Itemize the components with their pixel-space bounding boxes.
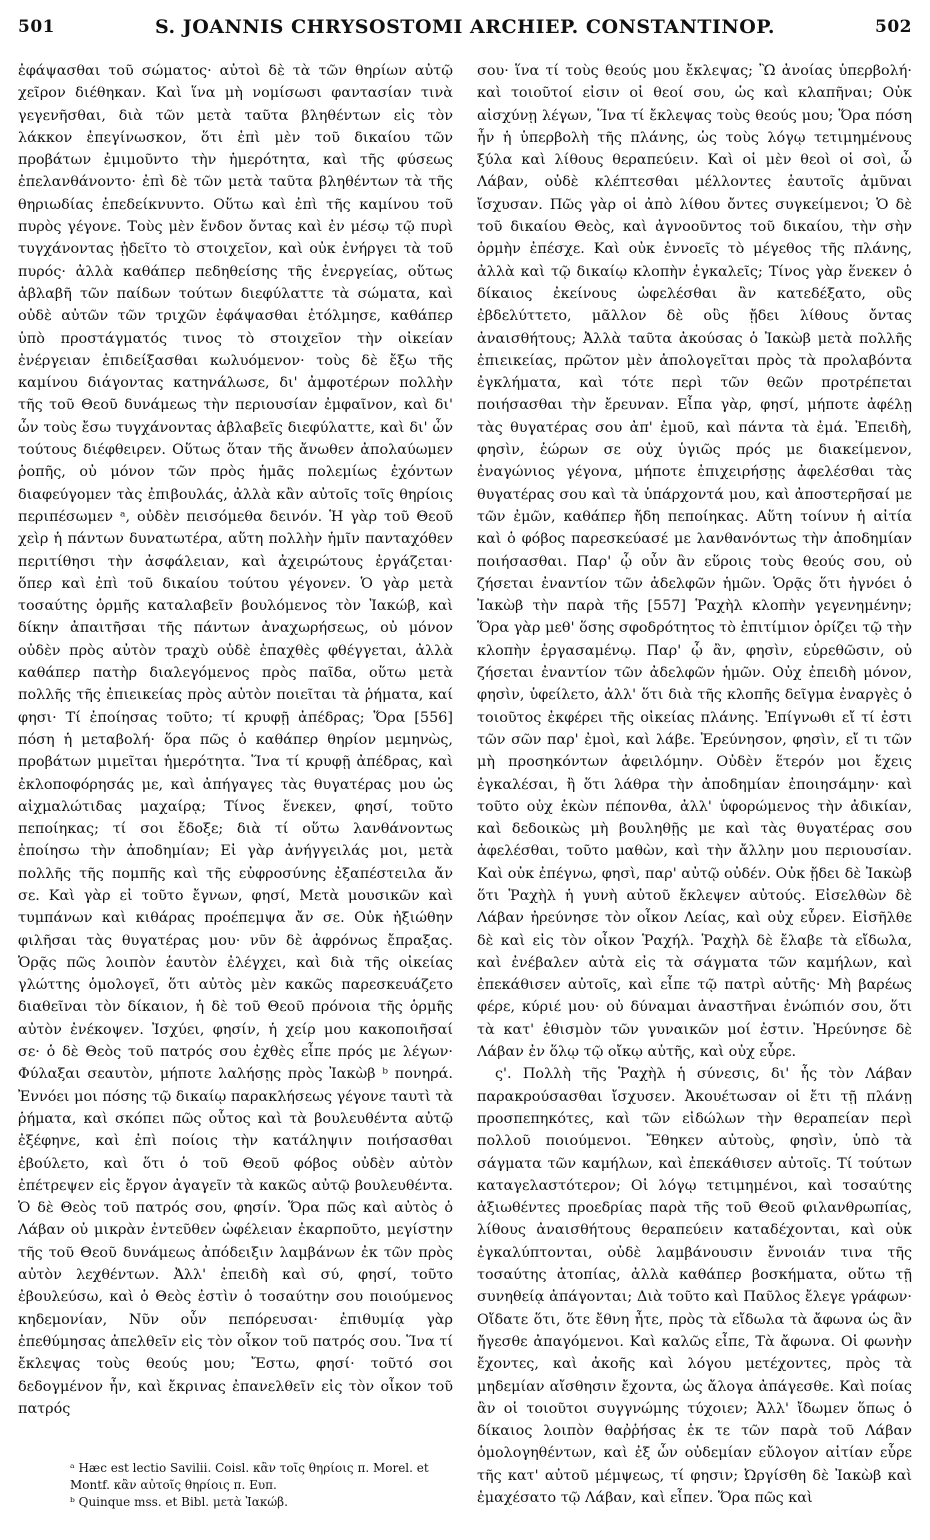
footnote: ᵃ Hæc est lectio Savilii. Coisl. κἂν τοῖς θηρίοις π. Morel. et Montf. κἂν αὐτοῖς θηρίοις π. Ευπ. <box>70 1461 429 1492</box>
footnotes <box>70 1460 450 1511</box>
page-number-left: 501 <box>18 17 55 37</box>
paragraph: ἐφάψασθαι τοῦ σώματος· αὐτοὶ δὲ τὰ τῶν θηρίων αὐτῷ χεῖρον διέθηκαν. Καὶ ἵνα μὴ νομίσωσι φαντασίαν τινὰ γεγενῆσθαι, διὰ τῶν μετὰ ταῦτα βληθέντων εἰς τὸν λάκκον ἐπεγίνωσκον, ὅτι ἐπὶ μὲν τοῦ δικαίου τῶν προβάτων ἐμιμοῦντο τὴν ἡμερότητα, καὶ τῆς φύσεως ἐπελανθάνοντο· ἐπὶ δὲ τῶν μετὰ ταῦτα βληθέντων τὰ τῆς θηριωδίας ἐπεδείκνυντο. Οὕτω καὶ ἐπὶ τῆς καμίνου τοῦ πυρὸς γέγονε. Τοὺς μὲν ἔνδον ὄντας καὶ ἐν μέσῳ τῷ πυρὶ τυγχάνοντας ᾐδεῖτο τὸ στοιχεῖον, καὶ οὐκ ἐνήργει τὰ τοῦ πυρός· ἀλλὰ καθάπερ πεδηθείσης τῆς ἐνεργείας, οὕτως ἀβλαβῆ τῶν παίδων τούτων διεφύλαττε τὰ σώματα, καὶ οὐδὲ αὐτῶν τῶν τριχῶν ἐφάψασθαι ἐτόλμησε, καθάπερ ὑπὸ προστάγματός τινος τὸ στοιχεῖον τὴν οἰκείαν ἐνέργειαν ἐπιδείξασθαι κωλυόμενον· τοὺς δὲ ἔξω τῆς καμίνου διάγοντας κατηνάλωσε, δι' ἀμφοτέρων πολλὴν τῆς τοῦ Θεοῦ δυνάμεως τὴν περιουσίαν ἐμφαῖνον, καὶ δι' ὧν τοὺς ἔσω τυγχάνοντας ἀβλαβεῖς διεφύλαττε, καὶ δι' ὧν τούτους διέφθειρεν. Οὕτως ὅταν τῆς ἄνωθεν ἀπολαύωμεν ῥοπῆς, οὐ μόνον τῶν πρὸς ἡμᾶς πολεμίως ἐχόντων διαφεύγομεν τὰς ἐπιβουλάς, ἀλλὰ κἂν αὐτοῖς τοῖς θηρίοις περιπέσωμεν ᵃ, οὐδὲν πεισόμεθα δεινόν. Ἡ γὰρ τοῦ Θεοῦ χεὶρ ἡ πάντων δυνατωτέρα, αὕτη πολλὴν ἡμῖν πανταχόθεν περιτίθησι τὴν ἀσφάλειαν, καὶ ἀχειρώτους ἐργάζεται· ὅπερ καὶ ἐπὶ τοῦ δικαίου τούτου γέγονεν. Ὁ γὰρ μετὰ τοσαύτης ὁρμῆς καταλαβεῖν βουλόμενος τὸν Ἰακώβ, καὶ δίκην ἀπαιτῆσαι τῆς πάντων ἀναχωρήσεως, οὐ μόνον οὐδὲν πρὸς αὐτὸν τραχὺ οὐδὲ ἐπαχθὲς φθέγγεται, ἀλλὰ καθάπερ πατὴρ διαλεγόμενος πρὸς παῖδα, οὕτω μετὰ πολλῆς τῆς ἐπιεικείας πρὸς αὐτὸν ποιεῖται τὰ ῥήματα, καί φησι· Τί ἐποίησας τοῦτο; τί κρυφῇ ἀπέδρας; Ὅρα [556] πόση ἡ μεταβολή· ὅρα πῶς ὁ καθάπερ θηρίον μεμηνὼς, προβάτων μιμεῖται ἡμερότητα. Ἵνα τί κρυφῇ ἀπέδρας, καὶ ἐκλοποφόρησάς με, καὶ ἀπήγαγες τὰς θυγατέρας μου ὡς αἰχμαλώτιδας μαχαίρᾳ; Τίνος ἕνεκεν, φησί, τοῦτο πεποίηκας; τί σοι ἔδοξε; διὰ τί οὕτω λανθάνοντως ἐποίησω τὴν ἀποδημίαν; Εἰ γὰρ ἀνήγγειλάς μοι, μετὰ πολλῆς τῆς πομπῆς καὶ τῆς εὐφροσύνης ἐξαπέστειλα ἄν σε. Καὶ γὰρ εἰ τοῦτο ἔγνων, φησί, Μετὰ μουσικῶν καὶ τυμπάνων καὶ κιθάρας προέπεμψα ἄν σε. Οὐκ ἠξιώθην φιλῆσαι τὰς θυγατέρας μου· νῦν δὲ ἀφρόνως ἔπραξας. Ὁρᾷς πῶς λοιπὸν ἑαυτὸν ἐλέγχει, καὶ διὰ τῆς οἰκείας γλώττης ὁμολογεῖ, ὅτι αὐτὸς μὲν κακῶς παρεσκευάζετο διαθεῖναι τὸν δίκαιον, ἡ δὲ τοῦ Θεοῦ πρόνοια τῆς ὁρμῆς αὐτὸν ἐνέκοψεν. Ἰσχύει, φησίν, ἡ χείρ μου κακοποιῆσαί σε· ὁ δὲ Θεὸς τοῦ πατρός σου ἐχθὲς εἶπε πρός με λέγων· Φύλαξαι σεαυτὸν, μήποτε λαλήσῃς πρὸς Ἰακὼβ ᵇ πονηρά. Ἐννόει μοι πόσης τῷ δικαίῳ παρακλήσεως γέγονε ταυτὶ τὰ ῥήματα, καὶ σκόπει πῶς οὗτος καὶ τὰ βουλευθέντα αὐτῷ ἐξέφηνε, καὶ ἐπὶ ποίοις τὴν κατάληψιν ποιήσασθαι ἐβούλετο, καὶ ὅτι ὁ τοῦ Θεοῦ φόβος οὐδὲν αὐτὸν ἐπέτρεψεν εἰς ἔργον ἀγαγεῖν τὰ κακῶς αὐτῷ βουλευθέντα. Ὁ δὲ Θεὸς τοῦ πατρός σου, φησίν. Ὅρα πῶς καὶ αὐτὸς ὁ Λάβαν οὐ μικρὰν ἐντεῦθεν ὠφέλειαν ἐκαρποῦτο, μεγίστην τῆς τοῦ Θεοῦ δυνάμεως ἀπόδειξιν λαμβάνων ἐκ τῶν πρὸς αὐτὸν λεχθέντων. Ἀλλ' ἐπειδὴ καὶ σύ, φησί, τοῦτο ἐβουλεύσω, καὶ ὁ Θεὸς ἐστὶν ὁ τοσαύτην σου ποιούμενος κηδεμονίαν, Νῦν οὖν πεπόρευσαι· ἐπιθυμίᾳ γὰρ ἐπεθύμησας ἀπελθεῖν εἰς τὸν οἶκον τοῦ πατρός σου. Ἵνα τί ἔκλεψας τοὺς θεούς μου; Ἔστω, φησί· τοῦτό σοι δεδογμένον ἦν, καὶ ἔκρινας ἐπανελθεῖν εἰς τὸν οἶκον τοῦ πατρός <box>18 63 453 1417</box>
paragraph: σου· ἵνα τί τοὺς θεούς μου ἔκλεψας; Ὢ ἀνοίας ὑπερβολή· καὶ τοιοῦτοί εἰσιν οἱ θεοί σου, ὡς καὶ κλαπῆναι; Οὐκ αἰσχύνῃ λέγων, Ἵνα τί ἔκλεψας τοὺς θεούς μου; Ὅρα πόση ἦν ἡ ὑπερβολὴ τῆς πλάνης, ὡς τοὺς λόγῳ τετιμημένους ξύλα καὶ λίθους θεραπεύειν. Καὶ οἱ μὲν θεοὶ οἱ σοὶ, ὦ Λάβαν, οὐδὲ κλέπτεσθαι μέλλοντες ἑαυτοῖς ἀμῦναι ἴσχυσαν. Πῶς γὰρ οἱ ἀπὸ λίθου ὄντες συγκείμενοι; Ὁ δὲ τοῦ δικαίου Θεὸς, καὶ ἀγνοοῦντος τοῦ δικαίου, τὴν σὴν ὁρμὴν ἐπέσχε. Καὶ οὐκ ἐννοεῖς τὸ μέγεθος τῆς πλάνης, ἀλλὰ καὶ τῷ δικαίῳ κλοπὴν ἐγκαλεῖς; Τίνος γὰρ ἕνεκεν ὁ δίκαιος ἐκείνους ὠφελέσθαι ἂν κατεδέξατο, οὓς ἐβδελύττετο, μᾶλλον δὲ οὓς ᾔδει λίθους ὄντας ἀναισθήτους; Ἀλλὰ ταῦτα ἀκούσας ὁ Ἰακὼβ μετὰ πολλῆς ἐπιεικείας, πρῶτον μὲν ἀπολογεῖται πρὸς τὰ προλαβόντα ἐγκλήματα, καὶ τότε περὶ τῶν θεῶν προτρέπεται ποιήσασθαι τὴν ἔρευναν. Εἶπα γὰρ, φησί, μήποτε ἀφέλῃ τὰς θυγατέρας σου ἀπ' ἐμοῦ, καὶ πάντα τὰ ἐμά. Ἐπειδὴ, φησὶν, ἑώρων σε οὐχ ὑγιῶς πρός με διακείμενον, ἐναγώνιος γέγονα, μήποτε ἐπιχειρήσῃς ἀφελέσθαι τὰς θυγατέρας σου καὶ τὰ ὑπάρχοντά μου, καὶ ἀποστερῆσαί με τῶν ἐμῶν, καθάπερ ἤδη πεποίηκας. Αὕτη τοίνυν ἡ αἰτία καὶ ὁ φόβος παρεσκεύασέ με λανθανόντως τὴν ἀποδημίαν ποιήσασθαι. Παρ' ᾧ οὖν ἂν εὕροις τοὺς θεούς σου, οὐ ζήσεται ἐναντίον τῶν ἀδελφῶν ἡμῶν. Ὁρᾷς ὅτι ἠγνόει ὁ Ἰακὼβ τὴν παρὰ τῆς [557] Ῥαχὴλ κλοπὴν γεγενημένην; Ὅρα γὰρ μεθ' ὅσης σφοδρότητος τὸ ἐπιτίμιον ὁρίζει τῷ τὴν κλοπὴν ἐργασαμένῳ. Παρ' ᾧ ἂν, φησὶν, εὑρεθῶσιν, οὐ ζήσεται ἐναντίον τῶν ἀδελφῶν ἡμῶν. Οὐχ ἐπειδὴ μόνον, φησὶν, ὑφείλετο, ἀλλ' ὅτι διὰ τῆς κλοπῆς δεῖγμα ἐναργὲς ὁ τοιοῦτος ἐκφέρει τῆς οἰκείας πλάνης. Ἐπίγνωθι εἴ τί ἐστι τῶν σῶν παρ' ἐμοὶ, καὶ λάβε. Ἐρεύνησον, φησὶν, εἴ τι τῶν μὴ προσηκόντων ἀφειλόμην. Οὐδὲν ἕτερόν μοι ἔχεις ἐγκαλέσαι, ἢ ὅτι λάθρα τὴν ἀποδημίαν ἐποιησάμην· καὶ τοῦτο οὐχ ἑκὼν πέπονθα, ἀλλ' ὑφορώμενος τὴν ἀδικίαν, καὶ δεδοικὼς μὴ βουληθῇς με καὶ τὰς θυγατέρας σου ἀφελέσθαι, τοῦτο μαθὼν, καὶ τὴν ἄλλην μου περιουσίαν. Καὶ οὐκ ἐπέγνω, φησὶ, παρ' αὐτῷ οὐδέν. Οὐκ ᾔδει δὲ Ἰακὼβ ὅτι Ῥαχὴλ ἡ γυνὴ αὐτοῦ ἔκλεψεν αὐτούς. Εἰσελθὼν δὲ Λάβαν ἠρεύνησε τὸν οἶκον Λείας, καὶ οὐχ εὗρεν. Εἰσῆλθε δὲ καὶ εἰς τὸν οἶκον Ῥαχήλ. Ῥαχὴλ δὲ ἔλαβε τὰ εἴδωλα, καὶ ἐνέβαλεν αὐτὰ εἰς τὰ σάγματα τῶν καμήλων, καὶ ἐπεκάθισεν αὐτοῖς, καὶ εἶπε τῷ πατρὶ αὐτῆς· Μὴ βαρέως φέρε, κύριέ μου· οὐ δύναμαι ἀναστῆναι ἐνώπιόν σου, ὅτι τὰ κατ' ἐθισμὸν τῶν γυναικῶν μοί ἐστιν. Ἠρεύνησε δὲ Λάβαν ἐν ὅλῳ τῷ οἴκῳ αὐτῆς, καὶ οὐχ εὗρε. <box>477 63 912 1061</box>
page-number-right: 502 <box>875 17 912 37</box>
footnote: ᵇ Quinque mss. et Bibl. μετὰ Ἰακώβ. <box>70 1495 288 1509</box>
left-column <box>18 60 453 1450</box>
running-title: S. JOANNIS CHRYSOSTOMI ARCHIEP. CONSTANTINOP. <box>154 16 776 38</box>
running-header <box>18 8 912 46</box>
paragraph: ς'. Πολλὴ τῆς Ῥαχὴλ ἡ σύνεσις, δι' ἧς τὸν Λάβαν παρακρούσασθαι ἴσχυσεν. Ἀκουέτωσαν οἱ ἔτι τῇ πλάνῃ προσπεπηκότες, καὶ τῶν εἰδώλων τὴν θεραπείαν περὶ πολλοῦ ποιούμενοι. Ἔθηκεν αὐτοὺς, φησὶν, ὑπὸ τὰ σάγματα τῶν καμήλων, καὶ ἐπεκάθισεν αὐτοῖς. Τί τούτων καταγελαστότερον; Οἱ λόγῳ τετιμημένοι, καὶ τοσαύτης ἀξιωθέντες προεδρίας παρὰ τῆς τοῦ Θεοῦ φιλανθρωπίας, λίθους ἀναισθήτους θεραπεύειν καταδέχονται, καὶ οὐκ ἐγκαλύπτονται, οὐδὲ λαμβάνουσιν ἔννοιάν τινα τῆς τοσαύτης ἀτοπίας, ἀλλὰ καθάπερ βοσκήματα, οὕτω τῇ συνηθείᾳ ἀπάγονται; Διὰ τοῦτο καὶ Παῦλος ἔλεγε γράφων· Οἴδατε ὅτι, ὅτε ἔθνη ἦτε, πρὸς τὰ εἴδωλα τὰ ἄφωνα ὡς ἂν ἤγεσθε ἀπαγόμενοι. Καὶ καλῶς εἶπε, Τὰ ἄφωνα. Οἱ φωνὴν ἔχοντες, καὶ ἀκοῆς καὶ λόγου μετέχοντες, πρὸς τὰ μηδεμίαν αἴσθησιν ἔχοντα, ὡς ἄλογα ἀπάγεσθε. Καὶ ποίας ἂν οἱ τοιοῦτοι συγγνώμης τύχοιεν; Ἀλλ' ἴδωμεν ὅπως ὁ δίκαιος λοιπὸν θαῤῥήσας ἐκ τε τῶν παρὰ τοῦ Λάβαν ὁμολογηθέντων, καὶ ἐξ ὧν οὐδεμίαν εὔλογον αἰτίαν εὗρε τῆς κατ' αὐτοῦ μέμψεως, τί φησιν; Ὠργίσθη δὲ Ἰακὼβ καὶ ἐμαχέσατο τῷ Λάβαν, καὶ εἶπεν. Ὅρα πῶς καὶ <box>477 1066 912 1506</box>
right-column <box>477 60 912 1506</box>
